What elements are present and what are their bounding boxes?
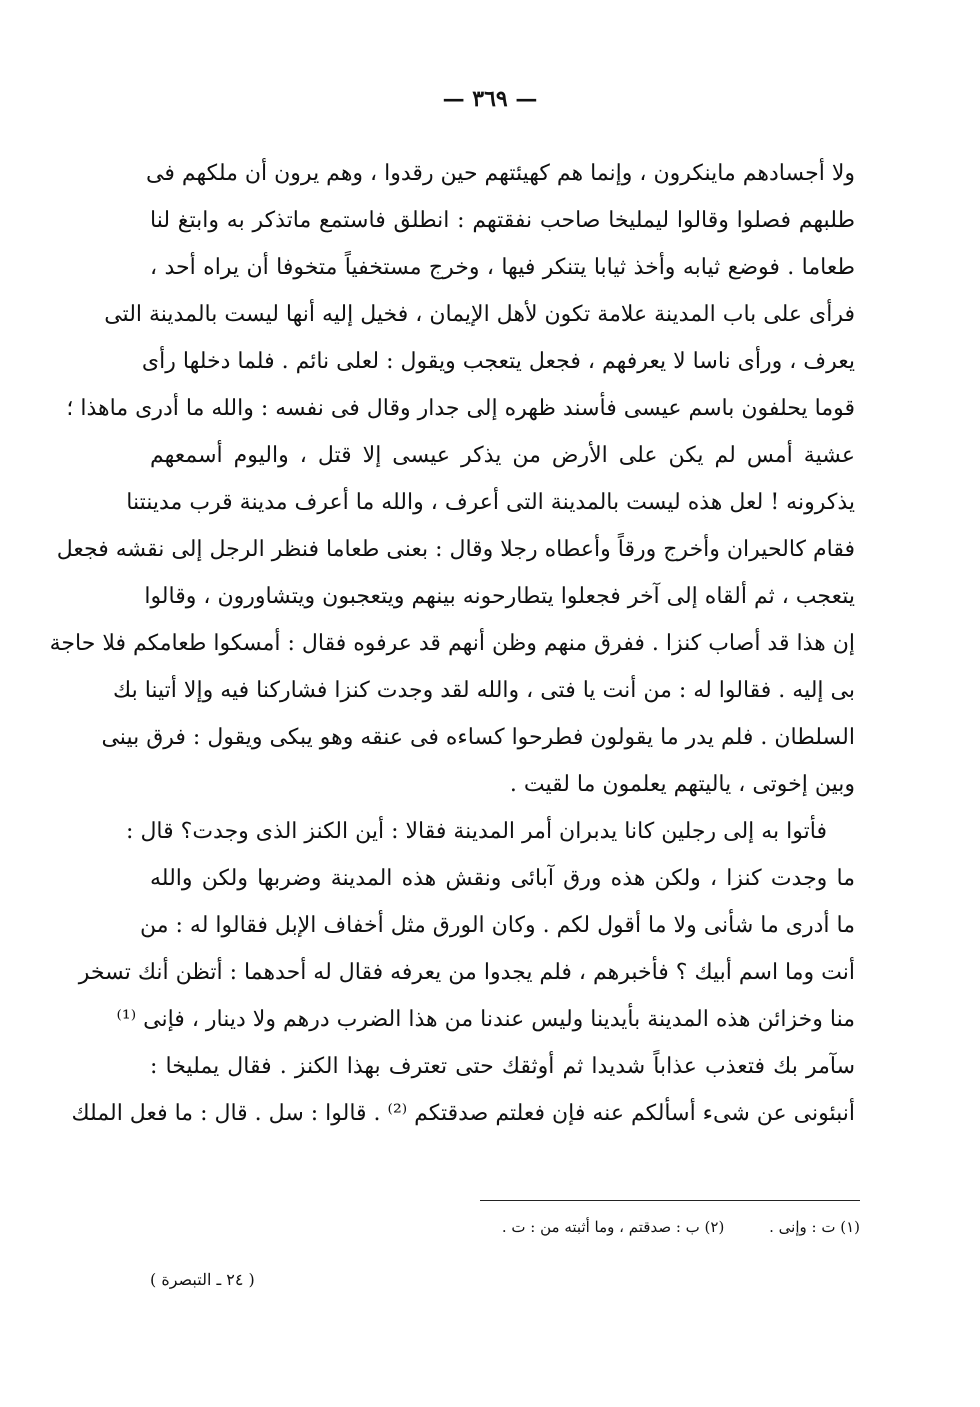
text-line: وبين إخوتى ، ياليتهم يعلمون ما لقيت . (509, 772, 855, 797)
text-line: فرأى على باب المدينة علامة تكون لأهل الإيمان ، فخيل إليه أنها ليست بالمدينة التى (104, 302, 855, 327)
text-line: طلبهم فصلوا وقالوا ليمليخا صاحب نفقتهم : انطلق فاستمع ماتذكر به وابتغ لنا (150, 208, 855, 233)
text-line: يذكرونه ! لعل هذه ليست بالمدينة التى أعرف ، والله ما أعرف مدينة قرب مدينتنا (126, 490, 855, 515)
main-text (49, 150, 855, 1137)
text-line: فأتوا به إلى رجلين كانا يدبران أمر المدينة فقالا : أين الكنز الذى وجدت؟ قال : (126, 819, 827, 844)
text-line: بى إليه . فقالوا له : من أنت يا فتى ، والله لقد وجدت كنزا فشاركنا فيه وإلا أتينا بك (113, 678, 855, 703)
text-line: فقام كالحيران وأخرج ورقاً وأعطاه رجلا وقال : بعنى طعاما فنظر الرجل إلى نقشه فجعل (56, 537, 855, 562)
text-line: عشية أمس لم يكن على الأرض من يذكر عيسى إلا قتل ، واليوم أسمعهم (150, 443, 855, 468)
text-line: سآمر بك فتعذب عذاباً شديدا ثم أوثقك حتى تعترف بهذا الكنز . فقال يمليخا : (150, 1054, 855, 1079)
text-line: يعرف ، ورأى ناسا لا يعرفهم ، فجعل يتعجب ويقول : لعلى نائم . فلما دخلها رأى (141, 349, 855, 374)
text-line: يتعجب ، ثم ألقاه إلى آخر فجعلوا يتطارحونه بينهم ويتعجبون ويتشاورون ، وقالوا (144, 584, 855, 609)
text-line: ما وجدت كنزا ، ولكن هذه ورق آبائى ونقش هذه المدينة وضربها ولكن والله (150, 866, 855, 891)
text-line: السلطان . فلم يدر ما يقولون فطرحوا كساءه فى عنقه وهو يبكى ويقول : فرق بينى (101, 725, 855, 750)
footnote-divider (480, 1200, 860, 1201)
text-line: طعاما . فوضع ثيابه وأخذ ثيابا يتنكر فيها ، وخرج مستخفياً متخوفا أن يراه أحد ، (150, 255, 855, 280)
text-line: أنبئونى عن شىء أسألكم عنه فإن فعلتم صدقتكم ⁽²⁾ . قالوا : سل . قال : ما فعل الملك (71, 1101, 855, 1126)
footnote-2: (٢) ب : صدقتم ، وما أثبته من : ت . (501, 1218, 725, 1236)
footnotes (360, 1218, 860, 1236)
page-number: — ٣٦٩ — (442, 86, 538, 112)
text-line: قوما يحلفون باسم عيسى فأسند ظهره إلى جدار وقال فى نفسه : والله ما أدرى ماهذا ؛ (66, 396, 855, 421)
text-line: أنت وما اسم أبيك ؟ فأخبرهم ، فلم يجدوا من يعرفه فقال له أحدهما : أتظن أنك تسخر (78, 960, 855, 985)
signature-mark: ( ٢٤ ـ التبصرة ) (150, 1270, 255, 1289)
text-line: ما أدرى ما شأنى ولا ما أقول لكم . وكان الورق مثل أخفاف الإبل فقالوا له : من (139, 913, 855, 938)
footnote-1: (١) ت : وإنى . (769, 1218, 860, 1236)
text-line: إن هذا قد أصاب كنزا . ففرق منهم وظن أنهم قد عرفوه فقال : أمسكوا طعامكم فلا حاجة (49, 631, 855, 656)
text-line: منا وخزائن هذه المدينة بأيدينا وليس عندنا من هذا الضرب درهم ولا دينار ، فإنى ⁽¹⁾ (116, 1007, 855, 1032)
text-line: ولا أجسادهم ماينكرون ، وإنما هم كهيئتهم حين رقدوا ، وهم يرون أن ملكهم فى (146, 161, 855, 186)
